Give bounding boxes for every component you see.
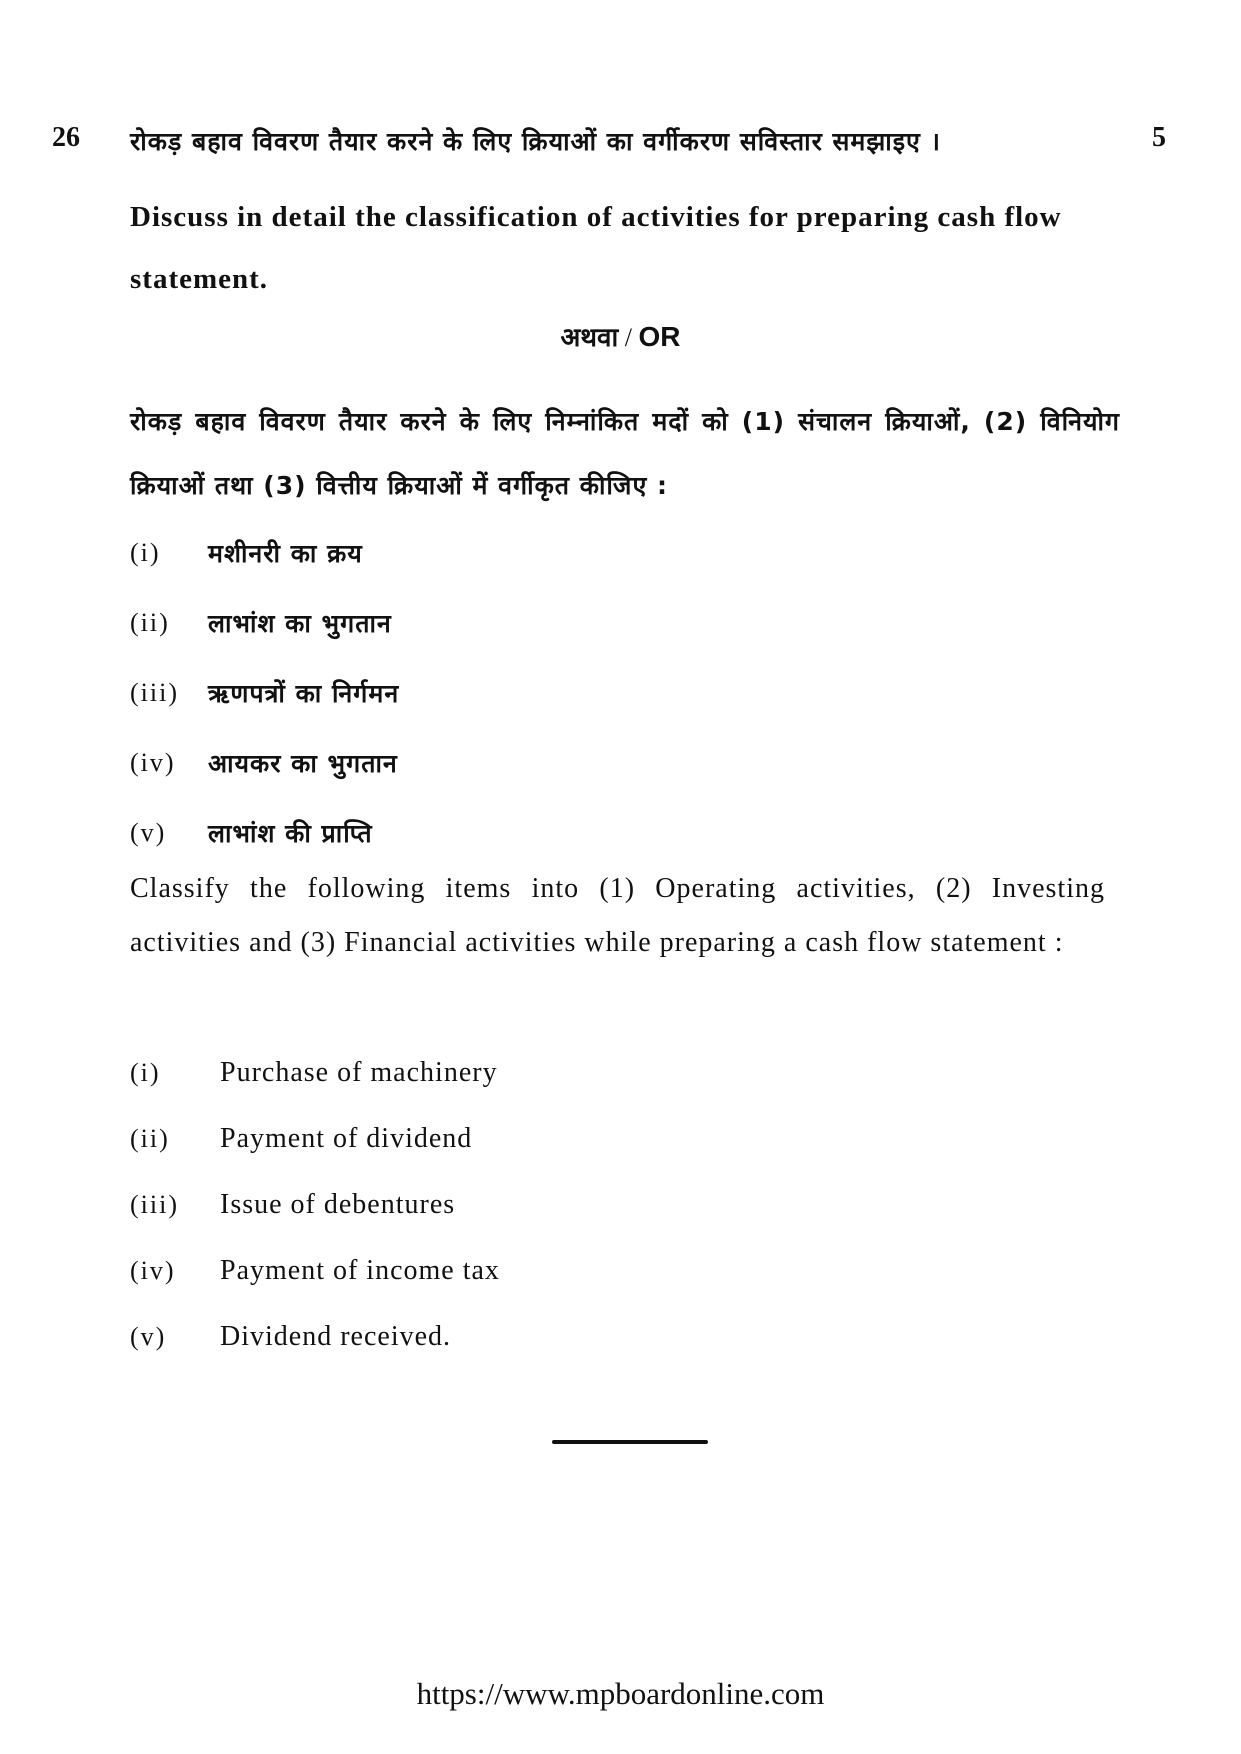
- alternative-instruction-english: Classify the following items into (1) Operating activities, (2) Investing activities and (3) Financial activities while preparing a cash flow statement :: [130, 873, 1105, 958]
- item-text: Dividend received.: [220, 1321, 452, 1352]
- item-text: मशीनरी का क्रय: [208, 539, 363, 568]
- item-text: आयकर का भुगतान: [208, 749, 398, 778]
- list-item: [130, 798, 399, 868]
- question-number: 26: [52, 122, 80, 153]
- item-number: (ii): [130, 608, 170, 637]
- item-text: लाभांश का भुगतान: [208, 609, 392, 638]
- item-number: (ii): [130, 1124, 170, 1153]
- item-text: ऋणपत्रों का निर्गमन: [208, 679, 400, 708]
- list-item: [130, 1040, 500, 1106]
- item-number: (v): [130, 818, 167, 847]
- item-number: (iii): [130, 678, 179, 707]
- item-text: Issue of debentures: [220, 1189, 456, 1220]
- hindi-item-list: [130, 518, 399, 868]
- english-item-list: [130, 1040, 500, 1370]
- list-item: [130, 1238, 500, 1304]
- footer-url: https://www.mpboardonline.com: [416, 1676, 825, 1711]
- end-of-paper-rule: [552, 1440, 708, 1444]
- item-number: (i): [130, 1058, 161, 1087]
- item-text: Payment of dividend: [220, 1123, 473, 1154]
- list-item: [130, 1106, 500, 1172]
- or-heading-english: OR: [638, 321, 681, 352]
- item-text: Purchase of machinery: [220, 1057, 498, 1088]
- alternative-instruction-hindi: रोकड़ बहाव विवरण तैयार करने के लिए निम्नांकित मदों को (1) संचालन क्रियाओं, (2) विनियोग क्रियाओं तथा (3) वित्तीय क्रियाओं में वर्गीकृत कीजिए :: [130, 407, 1120, 500]
- question-text-english: Discuss in detail the classification of activities for preparing cash flow statement.: [130, 201, 1062, 295]
- item-number: (v): [130, 1322, 167, 1351]
- or-heading-hindi: अथवा: [560, 323, 619, 353]
- or-heading: [0, 318, 1241, 354]
- list-item: [130, 588, 399, 658]
- question-text-hindi: रोकड़ बहाव विवरण तैयार करने के लिए क्रियाओं का वर्गीकरण सविस्तार समझाइए ।: [130, 127, 941, 156]
- item-text: लाभांश की प्राप्ति: [208, 819, 373, 848]
- list-item: [130, 1304, 500, 1370]
- or-heading-separator: /: [624, 323, 632, 352]
- item-number: (iii): [130, 1190, 179, 1219]
- list-item: [130, 658, 399, 728]
- item-number: (iv): [130, 1256, 176, 1285]
- list-item: [130, 728, 399, 798]
- list-item: [130, 518, 399, 588]
- item-text: Payment of income tax: [220, 1255, 500, 1286]
- item-number: (iv): [130, 748, 176, 777]
- item-number: (i): [130, 538, 161, 567]
- question-marks: 5: [1152, 122, 1166, 153]
- list-item: [130, 1172, 500, 1238]
